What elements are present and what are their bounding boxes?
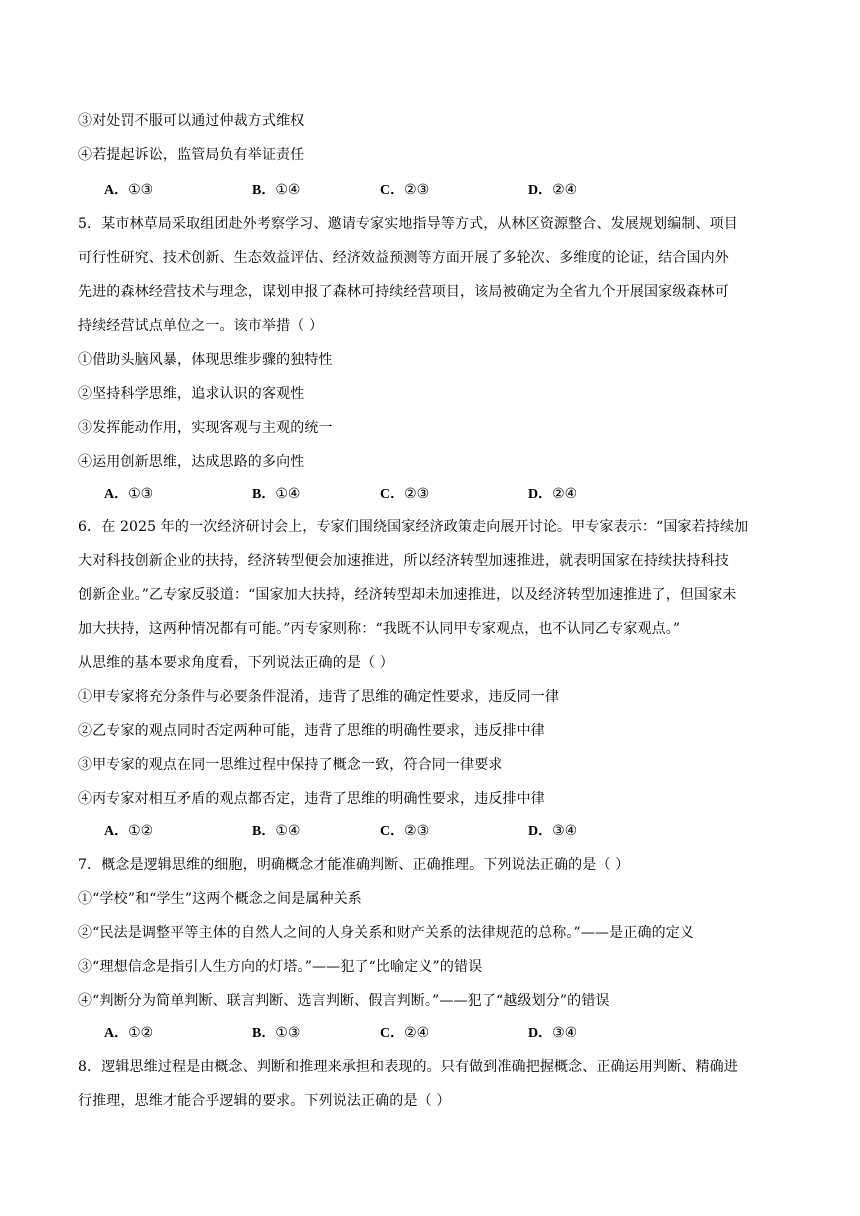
option-a: A．①③ [104,486,154,502]
option-a: A．①② [104,1025,154,1041]
q5-statement-3: ③发挥能动作用，实现客观与主观的统一 [78,420,333,436]
q5-stem-line-3: 先进的森林经营技术与理念，谋划申报了森林可持续经营项目，该局被确定为全省九个开展国家级森林可 [78,284,729,300]
q4-statement-3: ③对处罚不服可以通过仲裁方式维权 [78,113,305,129]
q5-stem-line-2: 可行性研究、技术创新、生态效益评估、经济效益预测等方面开展了多轮次、多维度的论证，结合国内外 [78,250,729,266]
option-b: B．①④ [252,182,301,198]
q5-statement-2: ②坚持科学思维，追求认识的客观性 [78,386,305,402]
option-b: B．①④ [252,486,301,502]
option-b: B．①④ [252,823,301,839]
q5-options [104,484,704,504]
q4-statement-4: ④若提起诉讼，监管局负有举证责任 [78,147,305,163]
option-c: C．②③ [380,823,430,839]
option-c: C．②③ [380,182,430,198]
q5-statement-4: ④运用创新思维，达成思路的多向性 [78,454,305,470]
q6-statement-1: ①甲专家将充分条件与必要条件混淆，违背了思维的确定性要求，违反同一律 [78,689,560,705]
q8-stem-line-1: 8．逻辑思维过程是由概念、判断和推理来承担和表现的。只有做到准确把握概念、正确运用判断、精确进 [78,1059,738,1075]
q5-stem-line-1: 5．某市林草局采取组团赴外考察学习、邀请专家实地指导等方式，从林区资源整合、发展规划编制、项目 [78,216,738,232]
option-b: B．①③ [252,1025,301,1041]
q6-statement-3: ③甲专家的观点在同一思维过程中保持了概念一致，符合同一律要求 [78,757,503,773]
q7-statement-1: ①“学校”和“学生”这两个概念之间是属种关系 [78,891,362,907]
option-c: C．②④ [380,1025,430,1041]
option-d: D．②④ [528,182,578,198]
q7-statement-2: ②“民法是调整平等主体的自然人之间的人身关系和财产关系的法律规范的总称。”——是正确的定义 [78,925,695,941]
q6-stem-line-5: 从思维的基本要求角度看，下列说法正确的是（ ） [78,655,394,671]
q8-stem-line-2: 行推理，思维才能合乎逻辑的要求。下列说法正确的是（ ） [78,1093,451,1109]
option-c: C．②③ [380,486,430,502]
q7-statement-4: ④“判断分为简单判断、联言判断、选言判断、假言判断。”——犯了“越级划分”的错误 [78,993,610,1009]
q6-stem-line-2: 大对科技创新企业的扶持，经济转型便会加速推进，所以经济转型加速推进，就表明国家在持续扶持科技 [78,553,729,569]
q7-statement-3: ③“理想信念是指引人生方向的灯塔。”——犯了“比喻定义”的错误 [78,959,483,975]
option-d: D．③④ [528,823,578,839]
q5-stem-line-4: 持续经营试点单位之一。该市举措（ ） [78,318,324,334]
q7-options [104,1023,704,1043]
q6-stem-line-4: 加大扶持，这两种情况都有可能。”丙专家则称：“我既不认同甲专家观点，也不认同乙专家观点。” [78,621,681,637]
q7-stem: 7．概念是逻辑思维的细胞，明确概念才能准确判断、正确推理。下列说法正确的是（ ） [78,857,630,873]
q6-options [104,821,704,841]
q6-stem-line-1: 6．在 2025 年的一次经济研讨会上，专家们围绕国家经济政策走向展开讨论。甲专家表示：“国家若持续加 [78,519,749,535]
q6-statement-2: ②乙专家的观点同时否定两种可能，违背了思维的明确性要求，违反排中律 [78,723,545,739]
q5-statement-1: ①借助头脑风暴，体现思维步骤的独特性 [78,352,333,368]
option-a: A．①② [104,823,154,839]
option-a: A．①③ [104,182,154,198]
option-d: D．②④ [528,486,578,502]
q6-stem-line-3: 创新企业。”乙专家反驳道：“国家加大扶持，经济转型却未加速推进，以及经济转型加速推进了，但国家未 [78,587,737,603]
q6-statement-4: ④丙专家对相互矛盾的观点都否定，违背了思维的明确性要求，违反排中律 [78,791,545,807]
q4-options [104,180,704,200]
option-d: D．③④ [528,1025,578,1041]
